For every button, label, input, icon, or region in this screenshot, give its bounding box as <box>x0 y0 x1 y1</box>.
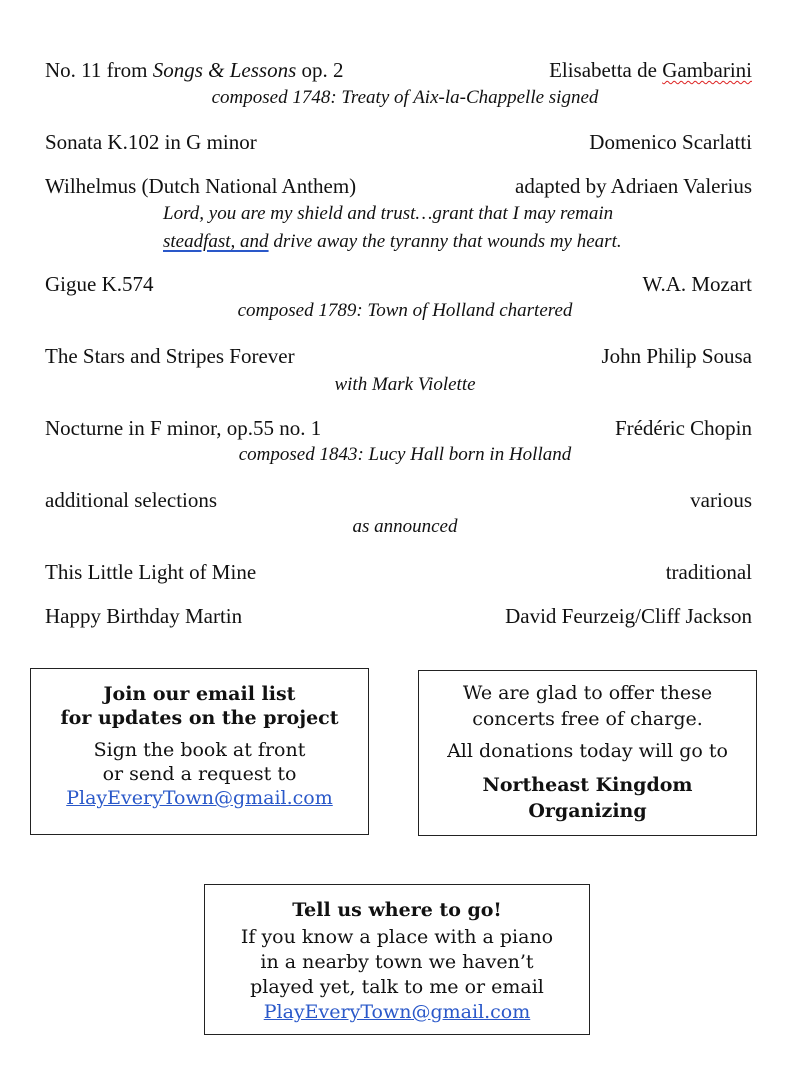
where-to-go-box <box>204 884 590 1035</box>
composer-name: John Philip Sousa <box>601 344 752 368</box>
composer-name <box>549 58 752 82</box>
email-box-text: Sign the book at front <box>93 739 306 761</box>
composer-name: traditional <box>665 560 752 584</box>
composer-name: David Feurzeig/Cliff Jackson <box>505 604 752 628</box>
composer-name: Domenico Scarlatti <box>589 130 752 154</box>
composer-name: various <box>690 488 752 512</box>
lyric-line: Lord, you are my shield and trust…grant that I may remain <box>163 203 614 224</box>
email-list-box <box>30 668 369 835</box>
composer-name: adapted by Adriaen Valerius <box>515 174 752 198</box>
donation-text: We are glad to offer these <box>462 682 713 704</box>
piece-title-italic: Songs & Lessons <box>152 58 297 82</box>
piece-title: Gigue K.574 <box>45 272 154 296</box>
where-box-heading: Tell us where to go! <box>292 899 502 921</box>
piece-title-suffix: op. 2 <box>296 58 344 82</box>
email-box-heading: for updates on the project <box>60 707 339 729</box>
composer-name: Frédéric Chopin <box>614 416 752 440</box>
organization-name: Northeast Kingdom <box>482 774 693 796</box>
where-box-text: If you know a place with a piano <box>240 926 554 948</box>
composer-prefix: Elisabetta de <box>549 58 663 82</box>
piece-title: This Little Light of Mine <box>45 560 257 584</box>
piece-title: Sonata K.102 in G minor <box>45 130 257 154</box>
historical-note: composed 1789: Town of Holland chartered <box>237 300 573 321</box>
donation-text: concerts free of charge. <box>472 708 703 730</box>
email-box-heading: Join our email list <box>103 683 296 705</box>
where-box-text: played yet, talk to me or email <box>250 976 544 998</box>
performer-note: with Mark Violette <box>334 374 476 395</box>
piece-title: The Stars and Stripes Forever <box>45 344 295 368</box>
piece-title: additional selections <box>45 488 218 512</box>
piece-title: Wilhelmus (Dutch National Anthem) <box>45 174 357 198</box>
email-link[interactable]: PlayEveryTown@gmail.com <box>263 1001 531 1023</box>
lyric-underlined-phrase: steadfast, and <box>163 231 269 252</box>
piece-title: Happy Birthday Martin <box>45 604 243 628</box>
historical-note: composed 1748: Treaty of Aix-la-Chappelle signed <box>211 87 599 108</box>
historical-note: composed 1843: Lucy Hall born in Holland <box>238 444 572 465</box>
donation-text: All donations today will go to <box>447 740 728 762</box>
organization-name: Organizing <box>528 800 647 822</box>
composer-name: W.A. Mozart <box>642 272 752 296</box>
piece-title-prefix: No. 11 from <box>45 58 153 82</box>
piece-title: Nocturne in F minor, op.55 no. 1 <box>45 416 322 440</box>
piece-title <box>45 58 344 82</box>
composer-surname: Gambarini <box>662 58 752 82</box>
email-link[interactable]: PlayEveryTown@gmail.com <box>66 787 333 809</box>
email-box-text: or send a request to <box>102 763 297 785</box>
lyric-line-rest: drive away the tyranny that wounds my heart. <box>268 231 622 252</box>
donation-box <box>418 670 757 836</box>
lyric-line <box>163 228 622 255</box>
program-note: as announced <box>352 516 458 537</box>
where-box-text: in a nearby town we haven’t <box>260 951 534 973</box>
